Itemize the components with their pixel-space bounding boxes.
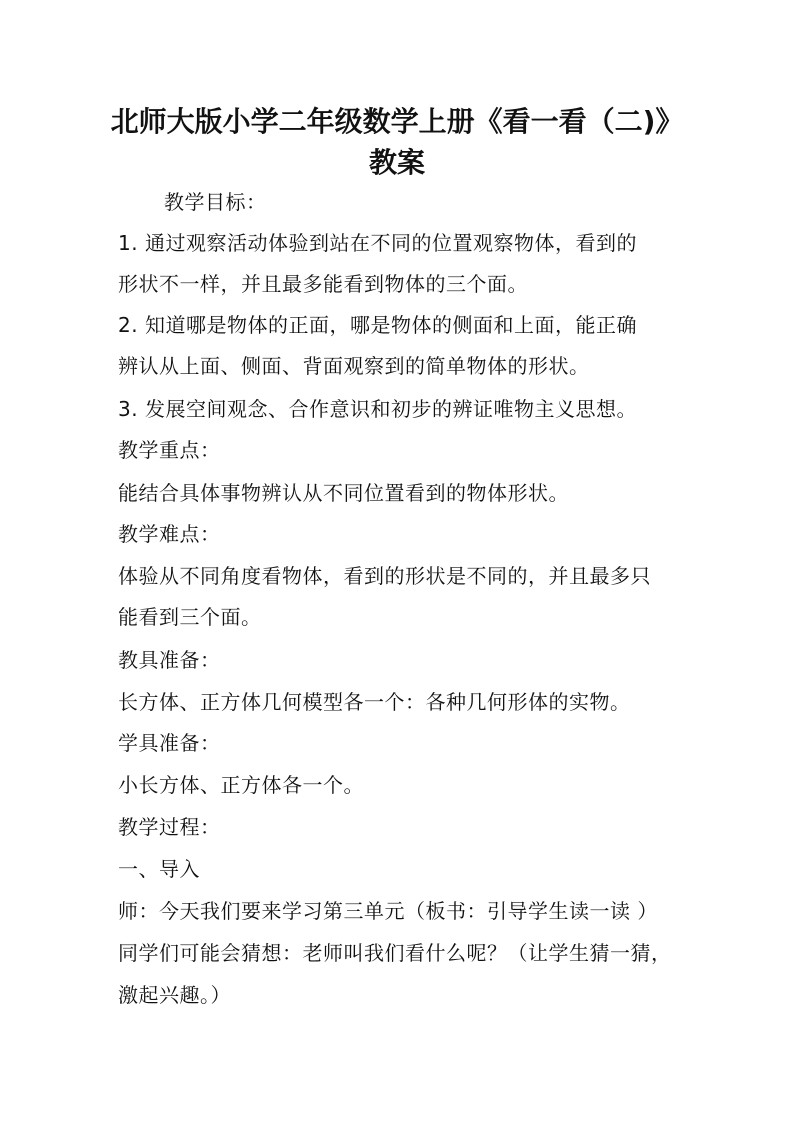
objective-3-line-1: 3. 发展空间观念、合作意识和初步的辨证唯物主义思想。: [118, 397, 637, 421]
document-title-line-2: 教案: [368, 146, 425, 179]
objectives-heading: 教学目标：: [164, 190, 267, 214]
key-points-heading: 教学重点：: [118, 438, 221, 462]
key-points-text: 能结合具体事物辨认从不同位置看到的物体形状。: [118, 481, 569, 505]
learning-aids-text: 小长方体、正方体各一个。: [118, 773, 364, 797]
document-title-line-1: 北师大版小学二年级数学上册《看一看（二)》: [110, 105, 684, 138]
teaching-aids-heading: 教具准备：: [118, 648, 221, 672]
teacher-line-3: 激起兴趣。）: [118, 983, 231, 1007]
learning-aids-heading: 学具准备：: [118, 731, 221, 755]
objective-2-line-1: 2. 知道哪是物体的正面，哪是物体的侧面和上面，能正确: [118, 313, 637, 337]
teaching-aids-text: 长方体、正方体几何模型各一个：各种几何形体的实物。: [118, 690, 631, 714]
objective-1-line-1: 1. 通过观察活动体验到站在不同的位置观察物体，看到的: [118, 231, 637, 255]
teacher-line-2: 同学们可能会猜想：老师叫我们看什么呢？（让学生猜一猜，: [118, 941, 672, 965]
process-heading: 教学过程：: [118, 815, 221, 839]
objective-2-line-2: 辨认从上面、侧面、背面观察到的简单物体的形状。: [118, 354, 590, 378]
section-1-heading: 一、导入: [118, 857, 200, 881]
difficulties-line-2: 能看到三个面。: [118, 605, 262, 629]
difficulties-heading: 教学难点：: [118, 522, 221, 546]
objective-1-line-2: 形状不一样，并且最多能看到物体的三个面。: [118, 272, 528, 296]
teacher-line-1: 师：今天我们要来学习第三单元（板书：引导学生读一读 ）: [118, 899, 658, 923]
difficulties-line-1: 体验从不同角度看物体，看到的形状是不同的，并且最多只: [118, 564, 651, 588]
